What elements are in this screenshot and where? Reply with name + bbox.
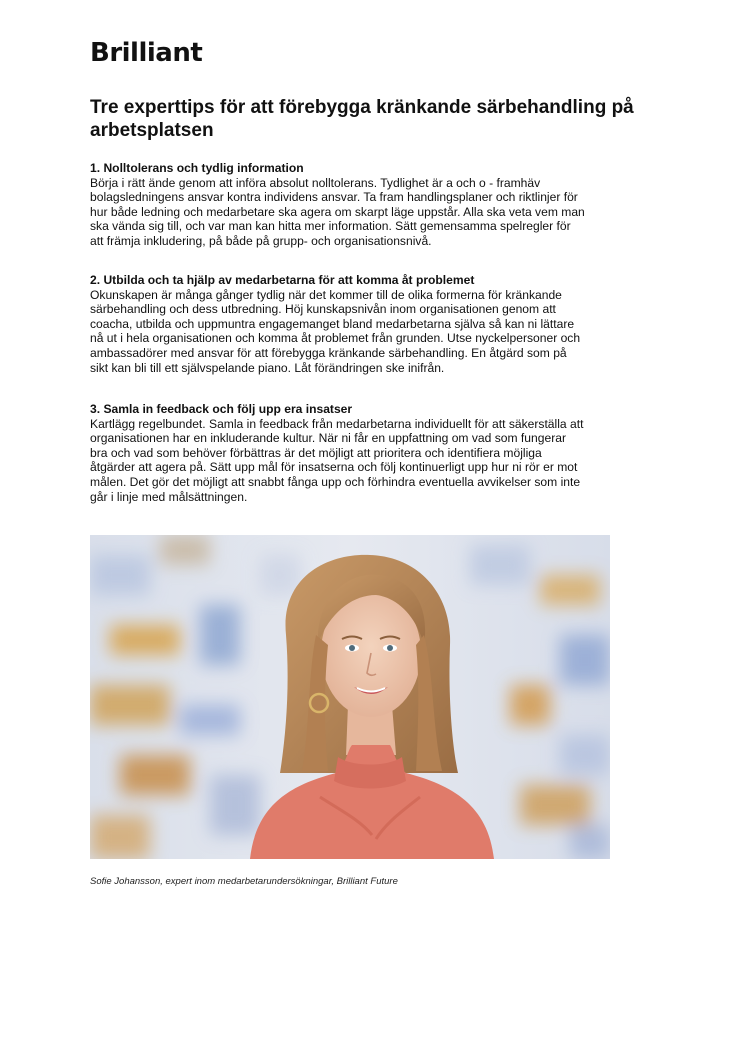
text-line: Börja i rätt ände genom att införa absolut nolltolerans. Tydlighet är a och o - framhäv: [90, 175, 541, 190]
tip-section-3: [90, 402, 665, 504]
portrait-photo: [90, 535, 610, 859]
text-line: målen. Det gör det möjligt att snabbt fånga upp och förhindra eventuella avvikelser som inte: [90, 474, 581, 489]
tip-heading-2: 2. Utbilda och ta hjälp av medarbetarna för att komma åt problemet: [90, 273, 475, 287]
text-line: ambassadörer med ansvar för att förebygga kränkande särbehandling. En åtgärd som på: [90, 345, 567, 360]
tip-heading-3: 3. Samla in feedback och följ upp era insatser: [90, 402, 353, 416]
tip-heading-1: 1. Nolltolerans och tydlig information: [90, 161, 304, 175]
brilliant-logo: Brilliant: [90, 38, 203, 68]
text-line: går i linje med målsättningen.: [90, 489, 248, 504]
text-line: nå ut i hela organisationen och komma åt problemet från grunden. Utse nyckelpersoner och: [90, 331, 581, 346]
text-line: åtgärder att agera på. Sätt upp mål för insatserna och följ kontinuerligt upp hur ni rör er mot: [90, 460, 578, 475]
article-title: Tre experttips för att förebygga kränkande särbehandling på arbetsplatsen: [90, 97, 634, 141]
text-line: organisationen har en inkluderande kultur. När ni får en uppfattning om vad som fungerar: [90, 431, 566, 446]
photo-caption: Sofie Johansson, expert inom medarbetarundersökningar, Brilliant Future: [90, 876, 398, 887]
text-line: Okunskapen är många gånger tydlig när det kommer till de olika formerna för kränkande: [90, 287, 562, 302]
tip-body-3: [90, 417, 665, 505]
text-line: särbehandling och dess utbredning. Höj kunskapsnivån inom organisationen genom att: [90, 302, 556, 317]
text-line: att främja inkludering, på både på grupp- och organisationsnivå.: [90, 233, 432, 248]
text-line: bra och vad som behöver förbättras är det möjligt att prioritera och identifiera möjliga: [90, 445, 542, 460]
portrait-illustration: [90, 535, 610, 859]
text-line: bolagsledningens ansvar kontra individens ansvar. Ta fram handlingsplaner och riktlinjer för: [90, 190, 578, 205]
tip-body-1: [90, 176, 665, 249]
text-line: hur både ledning och medarbetare ska agera om skarpt läge uppstår. Alla ska veta vem man: [90, 204, 585, 219]
text-line: Kartlägg regelbundet. Samla in feedback från medarbetarna individuellt för att säkerställa att: [90, 416, 584, 431]
text-line: ska vända sig till, och var man kan hitta mer information. Sätt gemensamma spelregler för: [90, 219, 571, 234]
tip-body-2: [90, 288, 665, 376]
tip-section-2: [90, 273, 665, 375]
tip-section-1: [90, 161, 665, 249]
text-line: sikt kan bli till ett självspelande piano. Låt förändringen ske inifrån.: [90, 360, 445, 375]
text-line: coacha, utbilda och uppmuntra engagemanget bland medarbetarna själva så kan ni lättare: [90, 316, 575, 331]
